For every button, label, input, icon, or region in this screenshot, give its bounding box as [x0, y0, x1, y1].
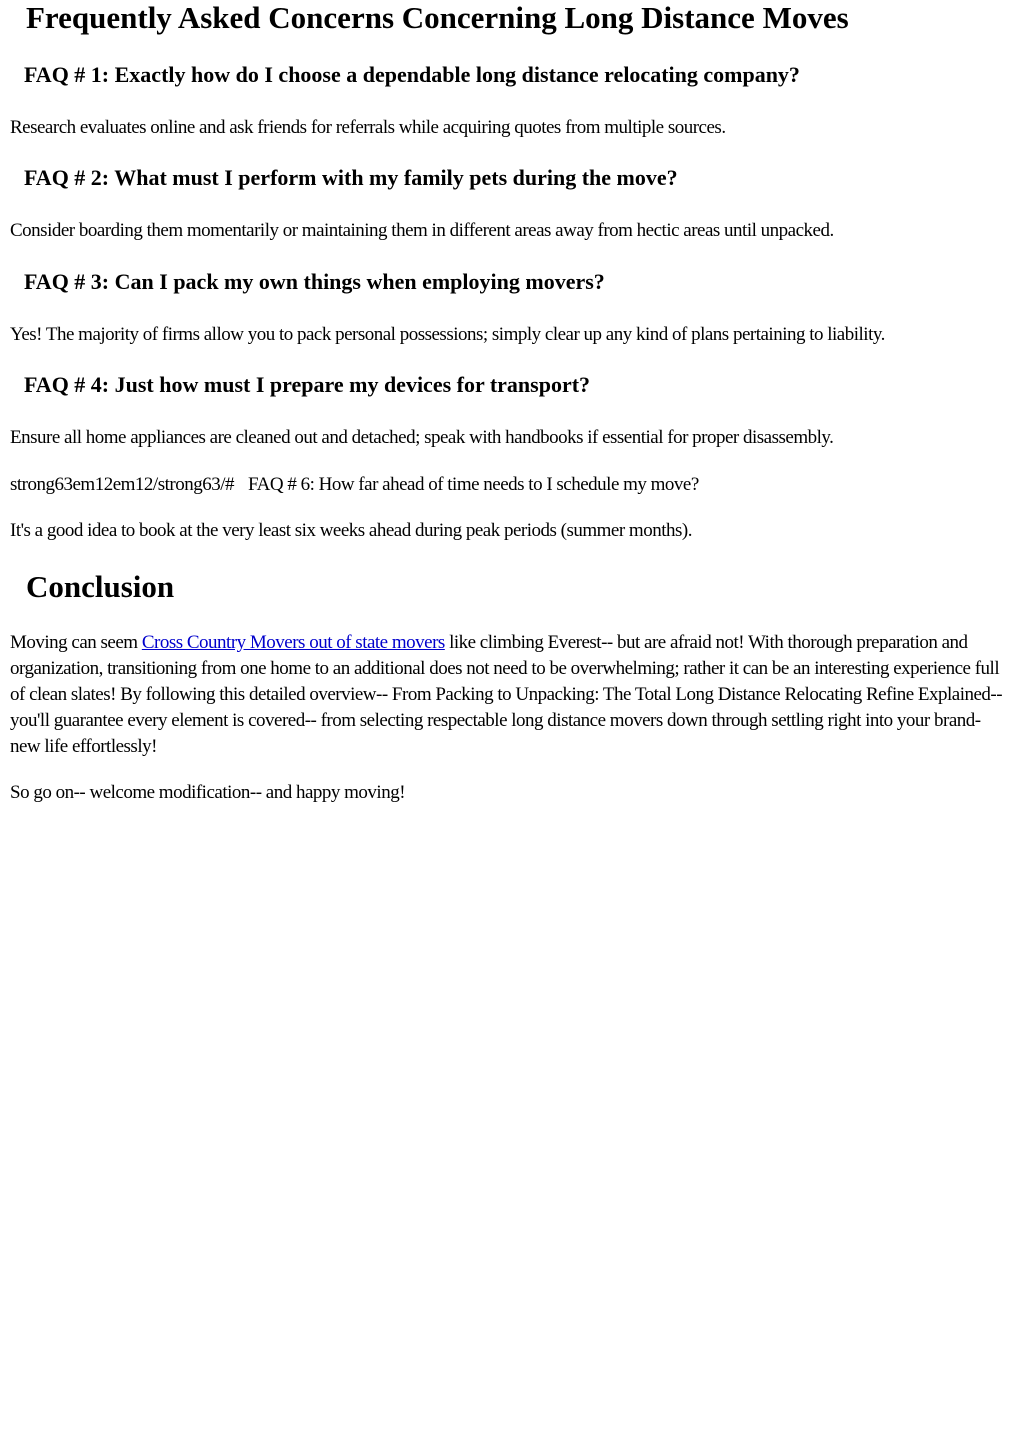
faq-answer-4: Ensure all home appliances are cleaned out and detached; speak with handbooks if essential for proper disassembly.: [10, 427, 834, 448]
faq-6-stray-markup: strong63em12em12/strong63/#: [10, 474, 234, 495]
faq-question-4: FAQ # 4: Just how must I prepare my devices for transport?: [24, 372, 591, 397]
faq-6-line: [10, 472, 699, 498]
faq-question-3: FAQ # 3: Can I pack my own things when employing movers?: [24, 269, 605, 294]
faq-question-6: FAQ # 6: How far ahead of time needs to I schedule my move?: [247, 474, 699, 495]
closing-line: So go on-- welcome modification-- and happy moving!: [10, 782, 406, 803]
conclusion-text-rest: like climbing Everest-- but are afraid not! With thorough preparation and organization, transitioning from one home to an additional does not need to be overwhelming; rather it can be an interesting experience full of clean slates! By following this detailed overview-- From Packing to Unpacking: The Total Long Distance Relocating Refine Explained-- you'll guarantee every element is covered-- from selecting respectable long distance movers down through settling right into your brand-new life effortlessly!: [10, 632, 1003, 757]
conclusion-text-start: Moving can seem: [10, 632, 142, 653]
faq-answer-3: Yes! The majority of firms allow you to pack personal possessions; simply clear up any kind of plans pertaining to liability.: [10, 324, 885, 345]
faq-answer-6: It's a good idea to book at the very least six weeks ahead during peak periods (summer months).: [10, 520, 692, 541]
faq-answer-2: Consider boarding them momentarily or maintaining them in different areas away from hectic areas until unpacked.: [10, 220, 834, 241]
conclusion-heading: Conclusion: [26, 569, 175, 604]
conclusion-paragraph: [10, 630, 1010, 760]
faq-question-2: FAQ # 2: What must I perform with my family pets during the move?: [24, 165, 678, 190]
movers-link[interactable]: Cross Country Movers out of state movers: [141, 632, 445, 653]
faq-question-1: FAQ # 1: Exactly how do I choose a dependable long distance relocating company?: [24, 62, 800, 87]
faq-answer-1: Research evaluates online and ask friends for referrals while acquiring quotes from multiple sources.: [10, 117, 726, 138]
page-title: Frequently Asked Concerns Concerning Long Distance Moves: [26, 0, 849, 35]
